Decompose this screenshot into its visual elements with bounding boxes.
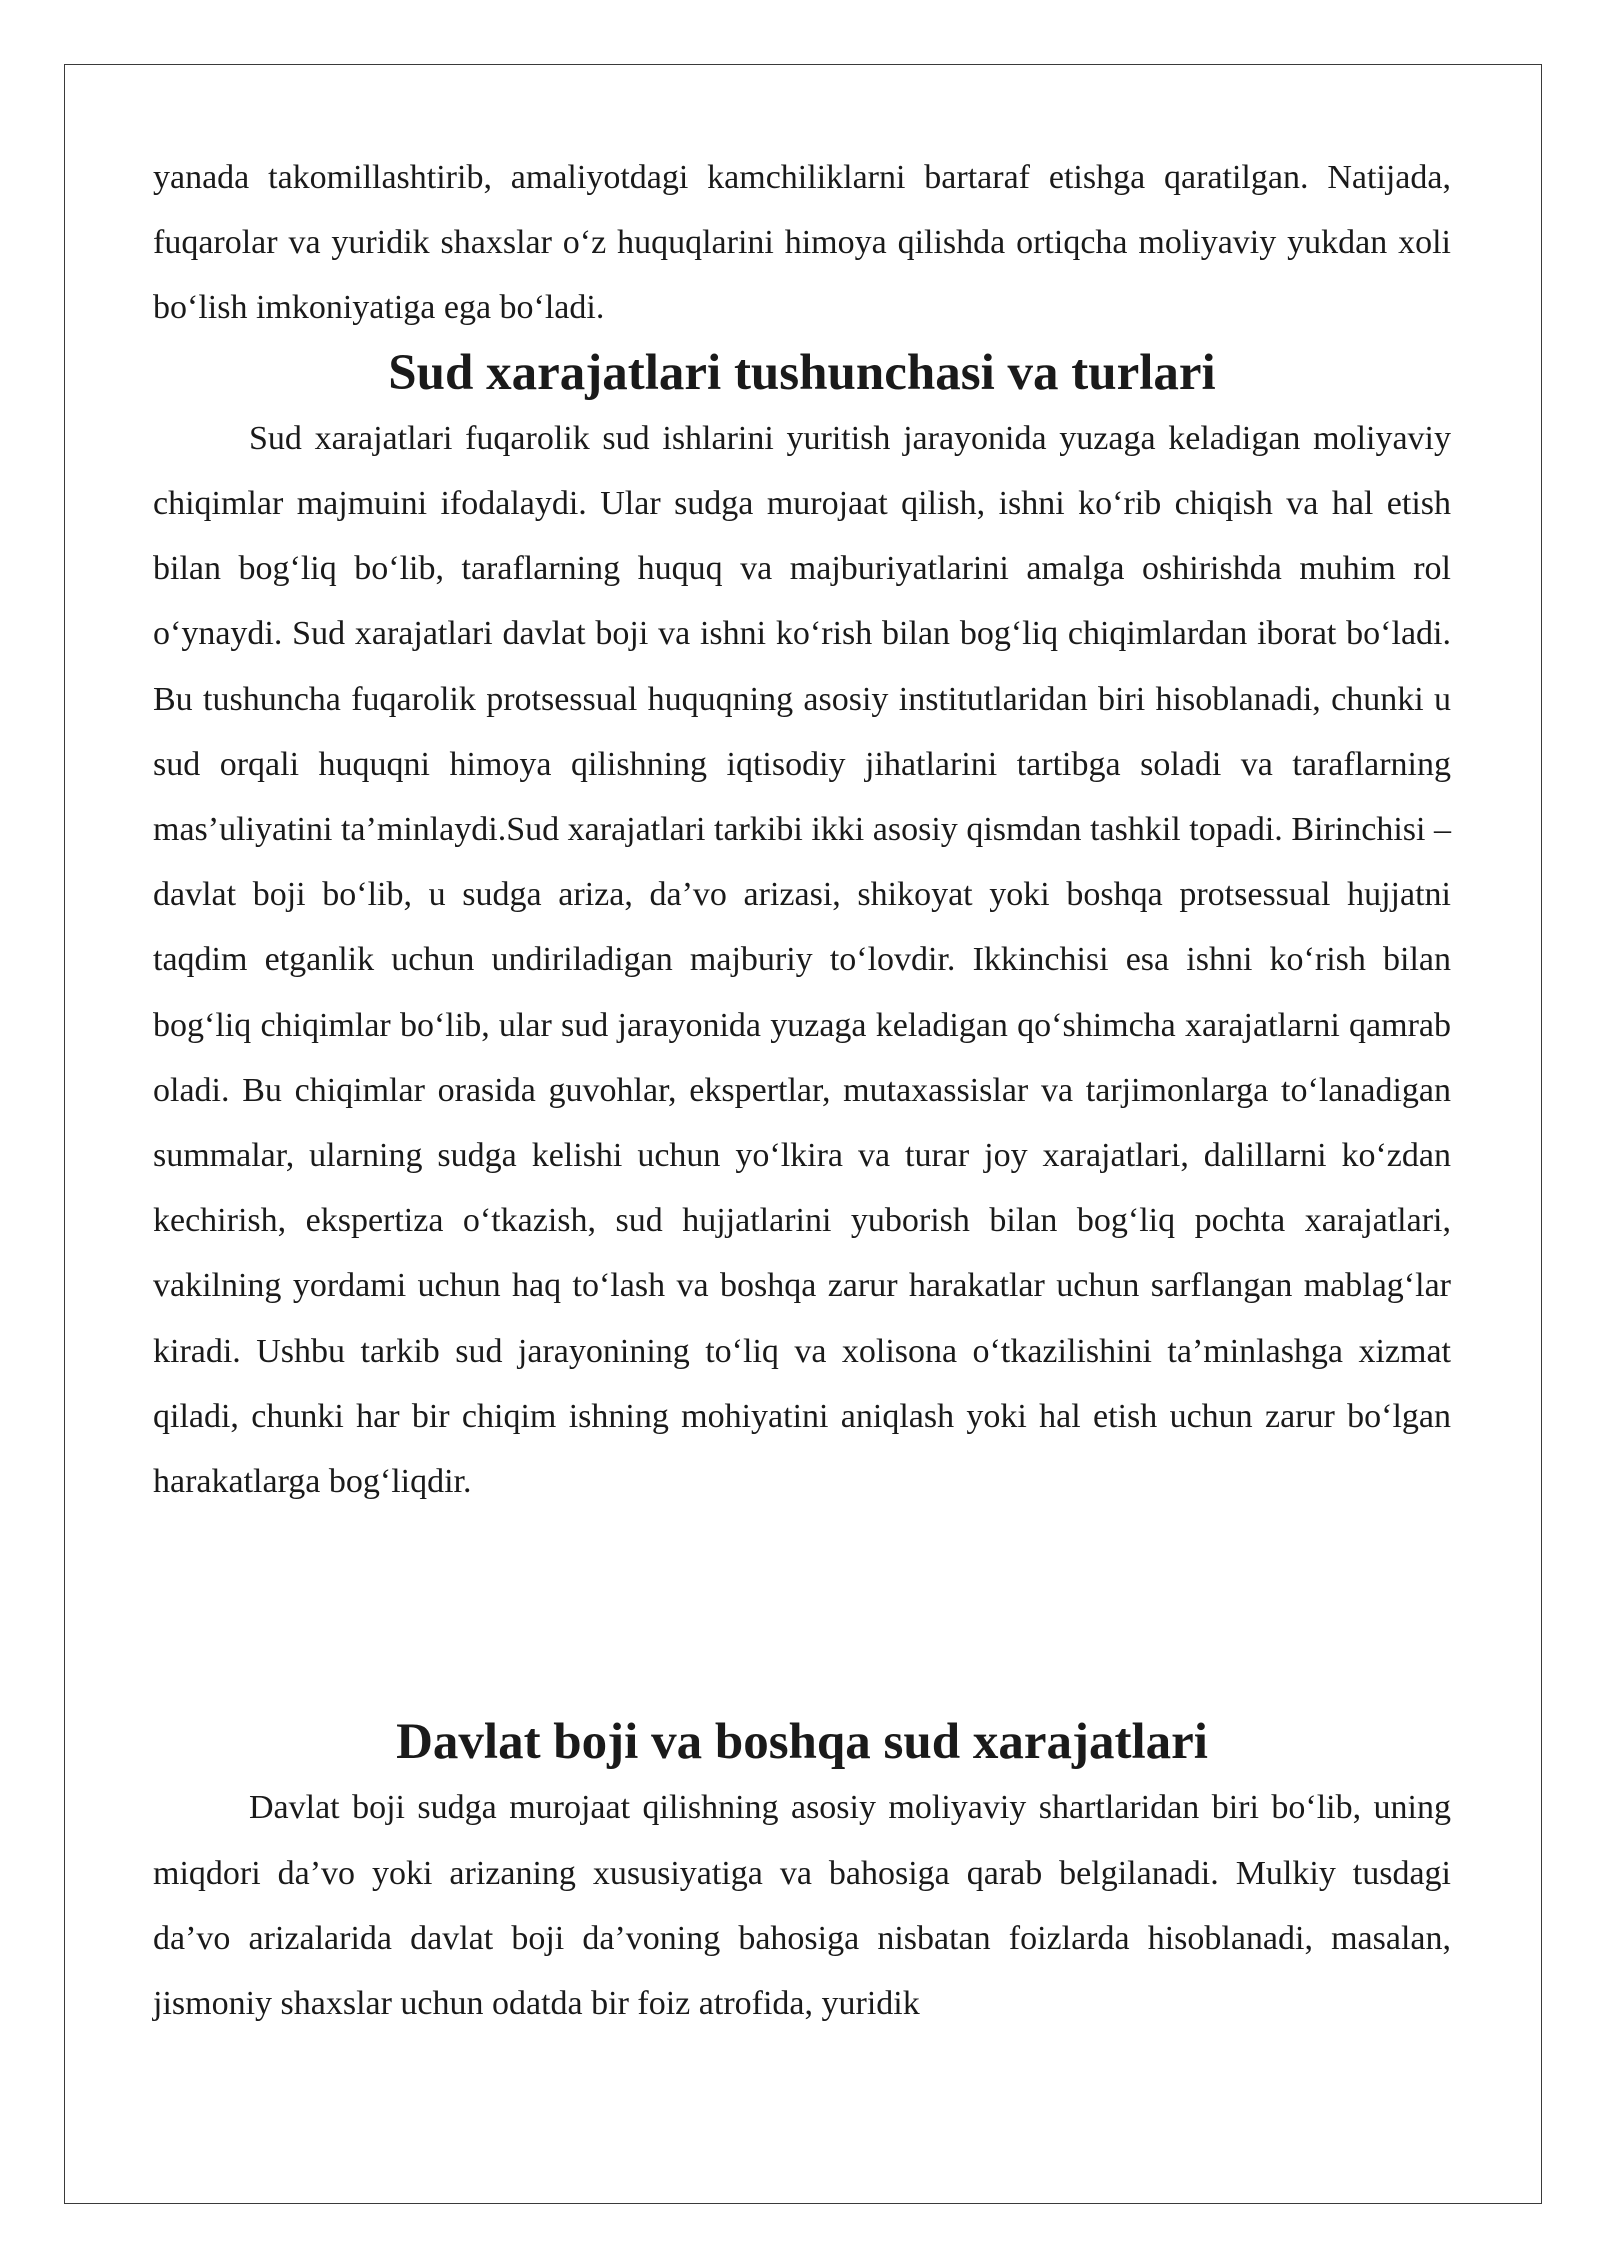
section-spacer [153,1514,1451,1710]
section-heading-court-costs: Sud xarajatlari tushunchasi va turlari [388,344,1216,401]
document-body [153,145,1451,2036]
paragraph-state-duty: Davlat boji sudga murojaat qilishning asosiy moliyaviy shartlaridan biri bo‘lib, uning miqdori da’vo yoki arizaning xususiyatiga va bahosiga qarab belgilanadi. Mulkiy tusdagi da’vo arizalarida davlat boji da’voning bahosiga nisbatan foizlarda hisoblanadi, masalan, jismoniy shaxslar uchun odatda bir foiz atrofida, yuridik [153,1789,1451,2023]
section-heading-state-duty: Davlat boji va boshqa sud xarajatlari [396,1714,1208,1771]
paragraph-court-costs: Sud xarajatlari fuqarolik sud ishlarini yuritish jarayonida yuzaga keladigan moliyaviy chiqimlar majmuini ifodalaydi. Ular sudga murojaat qilish, ishni ko‘rib chiqish va hal etish bilan bog‘liq bo‘lib, taraflarning huquq va majburiyatlarini amalga oshirishda muhim rol o‘ynaydi. Sud xarajatlari davlat boji va ishni ko‘rish bilan bog‘liq chiqimlardan iborat bo‘ladi. Bu tushuncha fuqarolik protsessual huquqning asosiy institutlaridan biri hisoblanadi, chunki u sud orqali huquqni himoya qilishning iqtisodiy jihatlarini tartibga soladi va taraflarning mas’uliyatini ta’minlaydi.Sud xarajatlari tarkibi ikki asosiy qismdan tashkil topadi. Birinchisi – davlat boji bo‘lib, u sudga ariza, da’vo arizasi, shikoyat yoki boshqa protsessual hujjatni taqdim etganlik uchun undiriladigan majburiy to‘lovdir. Ikkinchisi esa ishni ko‘rish bilan bog‘liq chiqimlar bo‘lib, ular sud jarayonida yuzaga keladigan qo‘shimcha xarajatlarni qamrab oladi. Bu chiqimlar orasida guvohlar, ekspertlar, mutaxassislar va tarjimonlarga to‘lanadigan summalar, ularning sudga kelishi uchun yo‘lkira va turar joy xarajatlari, dalillarni ko‘zdan kechirish, ekspertiza o‘tkazish, sud hujjatlarini yuborish bilan bog‘liq pochta xarajatlari, vakilning yordami uchun haq to‘lash va boshqa zarur harakatlar uchun sarflangan mablag‘lar kiradi. Ushbu tarkib sud jarayonining to‘liq va xolisona o‘tkazilishini ta’minlashga xizmat qiladi, chunki har bir chiqim ishning mohiyatini aniqlash yoki hal etish uchun zarur bo‘lgan harakatlarga bog‘liqdir. [153,419,1451,1501]
paragraph-continuation: yanada takomillashtirib, amaliyotdagi kamchiliklarni bartaraf etishga qaratilgan. Natijada, fuqarolar va yuridik shaxslar o‘z huquqlarini himoya qilishda ortiqcha moliyaviy yukdan xoli bo‘lish imkoniyatiga ega bo‘ladi. [153,159,1451,327]
